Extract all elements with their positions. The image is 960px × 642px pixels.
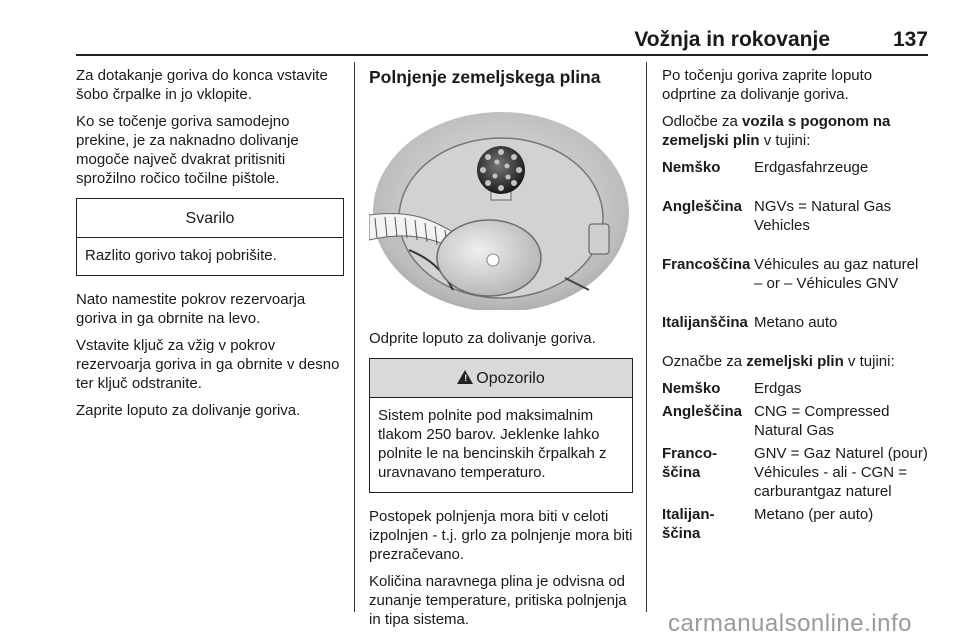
term-row	[662, 444, 930, 501]
term-language: Nemško	[662, 159, 721, 176]
term-value: Véhicules au gaz naturel – or – Véhicules GNV	[754, 256, 919, 292]
warning-header	[370, 359, 632, 398]
term-row	[662, 255, 930, 293]
page-title: Vožnja in rokovanje	[634, 28, 830, 51]
paragraph: Količina naravnega plina je odvisna od zunanje temperature, pritiska polnjenja in tipa sistema.	[369, 573, 627, 628]
term-row	[662, 197, 930, 235]
caution-title: Svarilo	[77, 199, 343, 238]
term-language: Italijanščina	[662, 314, 748, 331]
paragraph: Za dotakanje goriva do konca vstavite šobo črpalke in jo vklopite.	[76, 67, 328, 103]
term-row	[662, 158, 930, 177]
term-list-vehicles	[662, 158, 930, 332]
paragraph: Nato namestite pokrov rezervoarja goriva in ga obrnite na levo.	[76, 291, 306, 327]
warning-title: Opozorilo	[476, 370, 545, 387]
paragraph: Zaprite loputo za dolivanje goriva.	[76, 402, 301, 419]
term-row	[662, 402, 930, 440]
term-language: Nemško	[662, 380, 721, 397]
term-language: Italijan- ščina	[662, 506, 715, 542]
page-header	[76, 28, 928, 52]
section-heading: Polnjenje zemeljskega plina	[369, 67, 601, 87]
paragraph: Po točenju goriva zaprite loputo odprtine za dolivanje goriva.	[662, 67, 873, 103]
term-value: Erdgasfahrzeuge	[754, 159, 869, 176]
caution-box	[76, 198, 344, 276]
watermark: carmanualsonline.info	[668, 610, 912, 637]
term-value: Erdgas	[754, 380, 802, 397]
paragraph: Ko se točenje goriva samodejno prekine, je za naknadno dolivanje mogoče največ dvakrat pritisniti sprožilno ročico točilne pištole.	[76, 113, 299, 187]
term-language: Angleščina	[662, 198, 743, 215]
figure-caption: Odprite loputo za dolivanje goriva.	[369, 330, 596, 347]
header-rule	[76, 54, 928, 56]
term-row	[662, 505, 930, 543]
warning-text: Sistem polnite pod maksimalnim tlakom 250 barov. Jeklenke lahko polnite le na bencinskih črpalkah z uravnavano temperaturo.	[378, 407, 607, 481]
paragraph	[662, 352, 930, 371]
term-value: Metano (per auto)	[754, 506, 874, 523]
page-number: 137	[892, 28, 928, 51]
bold-text: zemeljski plin	[746, 353, 844, 370]
term-value: Metano auto	[754, 314, 838, 331]
bold-text: vozila s pogonom na zemeljski plin	[662, 113, 891, 149]
column-3	[662, 66, 930, 551]
term-value: NGVs = Natural Gas Vehicles	[754, 198, 892, 234]
term-row	[662, 379, 930, 398]
term-language: Angleščina	[662, 403, 743, 420]
paragraph: Postopek polnjenja mora biti v celoti izpolnjen - t.j. grlo za polnjenje mora biti prezračevano.	[369, 508, 633, 563]
text: Odločbe za	[662, 113, 743, 130]
paragraph: Vstavite ključ za vžig v pokrov rezervoarja goriva in ga obrnite v desno ter ključ odstranite.	[76, 337, 340, 392]
term-language: Franco- ščina	[662, 445, 718, 481]
warning-box	[369, 358, 633, 493]
text: Označbe za	[662, 353, 747, 370]
term-list-gas	[662, 379, 930, 543]
column-1	[76, 66, 344, 428]
paragraph	[662, 112, 930, 150]
column-divider	[646, 62, 647, 612]
fuel-filler-illustration	[369, 100, 633, 310]
caution-text: Razlito gorivo takoj pobrišite.	[85, 247, 277, 264]
term-row	[662, 313, 930, 332]
term-language: Francoščina	[662, 256, 751, 273]
text: v tujini:	[759, 132, 811, 149]
term-value: CNG = Compressed Natural Gas	[754, 403, 890, 439]
column-divider	[354, 62, 355, 612]
warning-triangle-icon: !	[457, 370, 473, 384]
column-2	[369, 66, 633, 637]
term-value: GNV = Gaz Naturel (pour) Véhicules - ali - CGN = carburantgaz naturel	[754, 445, 928, 500]
text: v tujini:	[843, 353, 895, 370]
